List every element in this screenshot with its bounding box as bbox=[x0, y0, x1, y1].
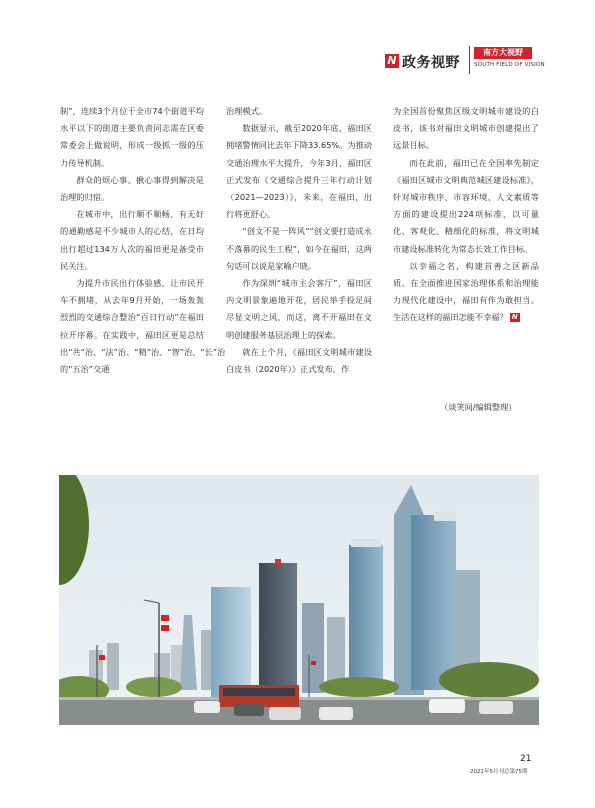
article-column-2 bbox=[226, 103, 372, 378]
article-column-3 bbox=[393, 103, 539, 327]
paragraph: 而在此前，福田已在全国率先制定《福田区城市文明典范城区建设标准》，针对城市秩序、市容环境、人文素质等方面的建设提出224项标准，以可量化、客观化、精细化的标准，将文明城市建设标准转化为常态长效工作目标。 bbox=[393, 157, 539, 254]
issue-info: 2021年5月刊总第75期 bbox=[470, 769, 528, 775]
paragraph: “创文不是一阵风”“创文要打造成永不落幕的民生工程”，如今在福田，这两句话可以说是家喻户晓。 bbox=[226, 226, 372, 271]
paragraph: 在城市中，出行顺不顺畅、有无好的通勤感是不少城市人的心结，在日均出行超过134万人次的福田更是备受市民关注。 bbox=[60, 209, 204, 271]
paragraph: 治理模式。 bbox=[226, 106, 267, 116]
section-title: 政务视野 bbox=[402, 55, 460, 71]
brand-english-name: SOUTH FIELD OF VISION bbox=[474, 62, 545, 68]
paragraph: 群众的烦心事、揪心事得到解决是治理的归宿。 bbox=[60, 174, 204, 203]
paragraph: 数据显示，截至2020年底，福田区拥堵警情同比去年下降33.65%。为推动交通治理水平大提升，今年3月，福田区正式发布《交通综合提升三年行动计划（2021—2023）》，未来，在福田，出行将更舒心。 bbox=[226, 123, 372, 220]
article-column-1 bbox=[60, 103, 226, 378]
page-number: 21 bbox=[520, 754, 532, 764]
paragraph: 制”，连续3个月位于全市74个街道平均水平以下的街道主要负责同志需在区委常委会上做说明，形成一级抓一级的压力传导机制。 bbox=[60, 106, 204, 168]
paragraph: 为全国首份聚焦区级文明城市建设的白皮书，该书对福田文明城市创建提出了远景目标。 bbox=[393, 106, 539, 151]
magazine-logo-icon: N bbox=[385, 54, 399, 68]
editor-credit: （谈笑间/编辑整理） bbox=[440, 402, 517, 412]
header-divider bbox=[469, 46, 470, 74]
paragraph: 作为深圳“城市主会客厅”，福田区内文明景象遍地开花，居民举手投足间尽显文明之风，而这，离不开福田在文明创建服务基层治理上的探索。 bbox=[226, 278, 372, 340]
skyline-photo-illustration bbox=[59, 475, 539, 725]
city-street-photo bbox=[59, 475, 539, 725]
paragraph: 为提升市民出行体验感，让市民开车不拥堵，从去年9月开始，一场轰轰烈烈的交通综合整治“百日行动”在福田拉开序幕。在实践中，福田区更是总结出“共”治、“法”治、“精”治、“智”治、“长”治的“五治”交通 bbox=[60, 278, 226, 375]
end-mark-icon: N bbox=[510, 313, 520, 322]
paragraph: 就在上个月，《福田区文明城市建设白皮书（2020年）》正式发布，作 bbox=[226, 346, 372, 375]
brand-tag: 南方大视野 bbox=[474, 47, 532, 59]
paragraph-text: 以幸福之名，构建首善之区新品质。在全面推进国家治理体系和治理能力现代化建设中，福田有作为敢担当。生活在这样的福田怎能不幸福？ bbox=[393, 260, 539, 323]
paragraph bbox=[393, 258, 539, 327]
